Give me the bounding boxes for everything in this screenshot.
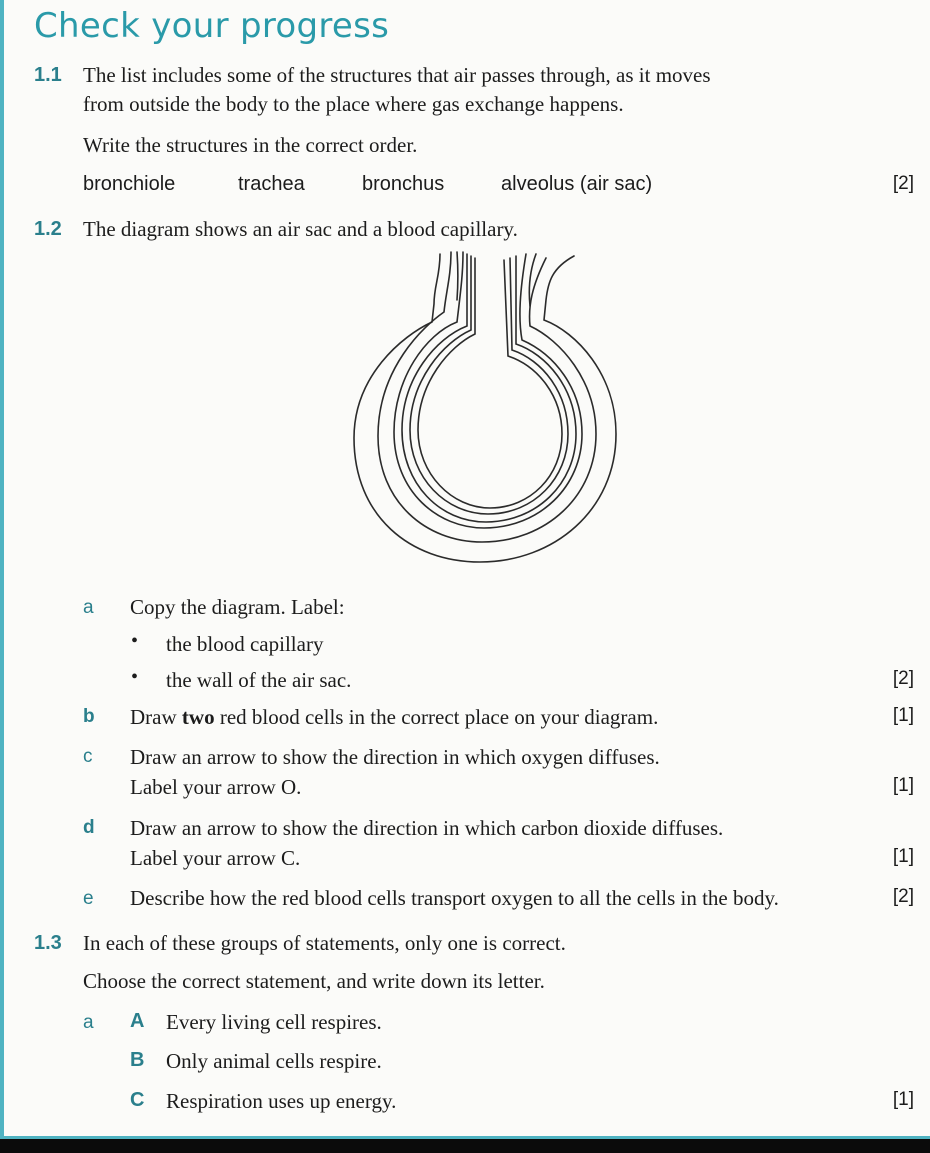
bullet-item: the blood capillary [166,632,324,656]
option-text: Every living cell respires. [166,1010,382,1034]
marks-q1-1: [2] [892,173,914,194]
q1-1-instruction: Write the structures in the correct order. [83,133,418,157]
marks-q1-2b: [1] [892,705,914,726]
marks-q1-2c: [1] [892,775,914,796]
marks-q1-2d: [1] [892,846,914,867]
question-number-1-3: 1.3 [34,932,62,954]
q1-2c-line-2: Label your arrow O. [130,775,302,799]
option-letter-c: C [130,1089,145,1111]
word-list-item: bronchus [362,173,445,195]
q1-2e-text: Describe how the red blood cells transport oxygen to all the cells in the body. [130,886,779,910]
question-number-1-2: 1.2 [34,218,62,240]
q1-3-instruction: Choose the correct statement, and write down its letter. [83,969,545,993]
capillary-stroke [529,254,536,306]
bullet-marker: • [131,666,139,688]
word-list-item: trachea [238,173,305,195]
footer-bar [0,1139,930,1153]
left-accent-rule [0,0,4,1140]
word-list-item: alveolus (air sac) [501,173,653,195]
question-number-1-1: 1.1 [34,64,62,86]
q1-2a-text: Copy the diagram. Label: [130,595,345,619]
air-sac-wall-line-3 [410,256,568,514]
q1-2d-line-1: Draw an arrow to show the direction in which carbon dioxide diffuses. [130,816,724,840]
q1-1-line-1: The list includes some of the structures that air passes through, as it moves [83,63,711,87]
bullet-marker: • [131,630,139,652]
option-letter-a: A [130,1010,145,1032]
air-sac-capillary-diagram [350,246,640,576]
bullet-item: the wall of the air sac. [166,668,352,692]
capillary-inner-wall [378,252,596,542]
part-label-a: a [83,1012,94,1033]
capillary-outer-wall [354,254,616,562]
option-letter-b: B [130,1049,145,1071]
q1-1-line-2: from outside the body to the place where gas exchange happens. [83,92,624,116]
marks-q1-2e: [2] [892,886,914,907]
option-text: Only animal cells respire. [166,1049,382,1073]
q1-2-intro: The diagram shows an air sac and a blood capillary. [83,217,518,241]
marks-q1-2a: [2] [892,668,914,689]
air-sac-inner-wall [418,258,562,508]
part-label-a: a [83,597,94,618]
page-title: Check your progress [34,6,390,46]
q1-2d-line-2: Label your arrow C. [130,846,301,870]
option-text: Respiration uses up energy. [166,1089,397,1113]
part-label-b: b [83,706,95,727]
q1-2c-line-1: Draw an arrow to show the direction in which oxygen diffuses. [130,745,660,769]
q1-3-intro: In each of these groups of statements, only one is correct. [83,931,566,955]
capillary-stroke [457,252,458,300]
part-label-c: c [83,746,93,767]
q1-2b-text: Draw two red blood cells in the correct place on your diagram. [130,705,659,729]
marks-q1-3a: [1] [892,1089,914,1110]
word-list-item: bronchiole [83,173,176,195]
part-label-e: e [83,888,94,909]
air-sac-wall-line-2 [402,254,576,522]
air-sac-outer-wall [394,252,582,528]
part-label-d: d [83,817,95,838]
